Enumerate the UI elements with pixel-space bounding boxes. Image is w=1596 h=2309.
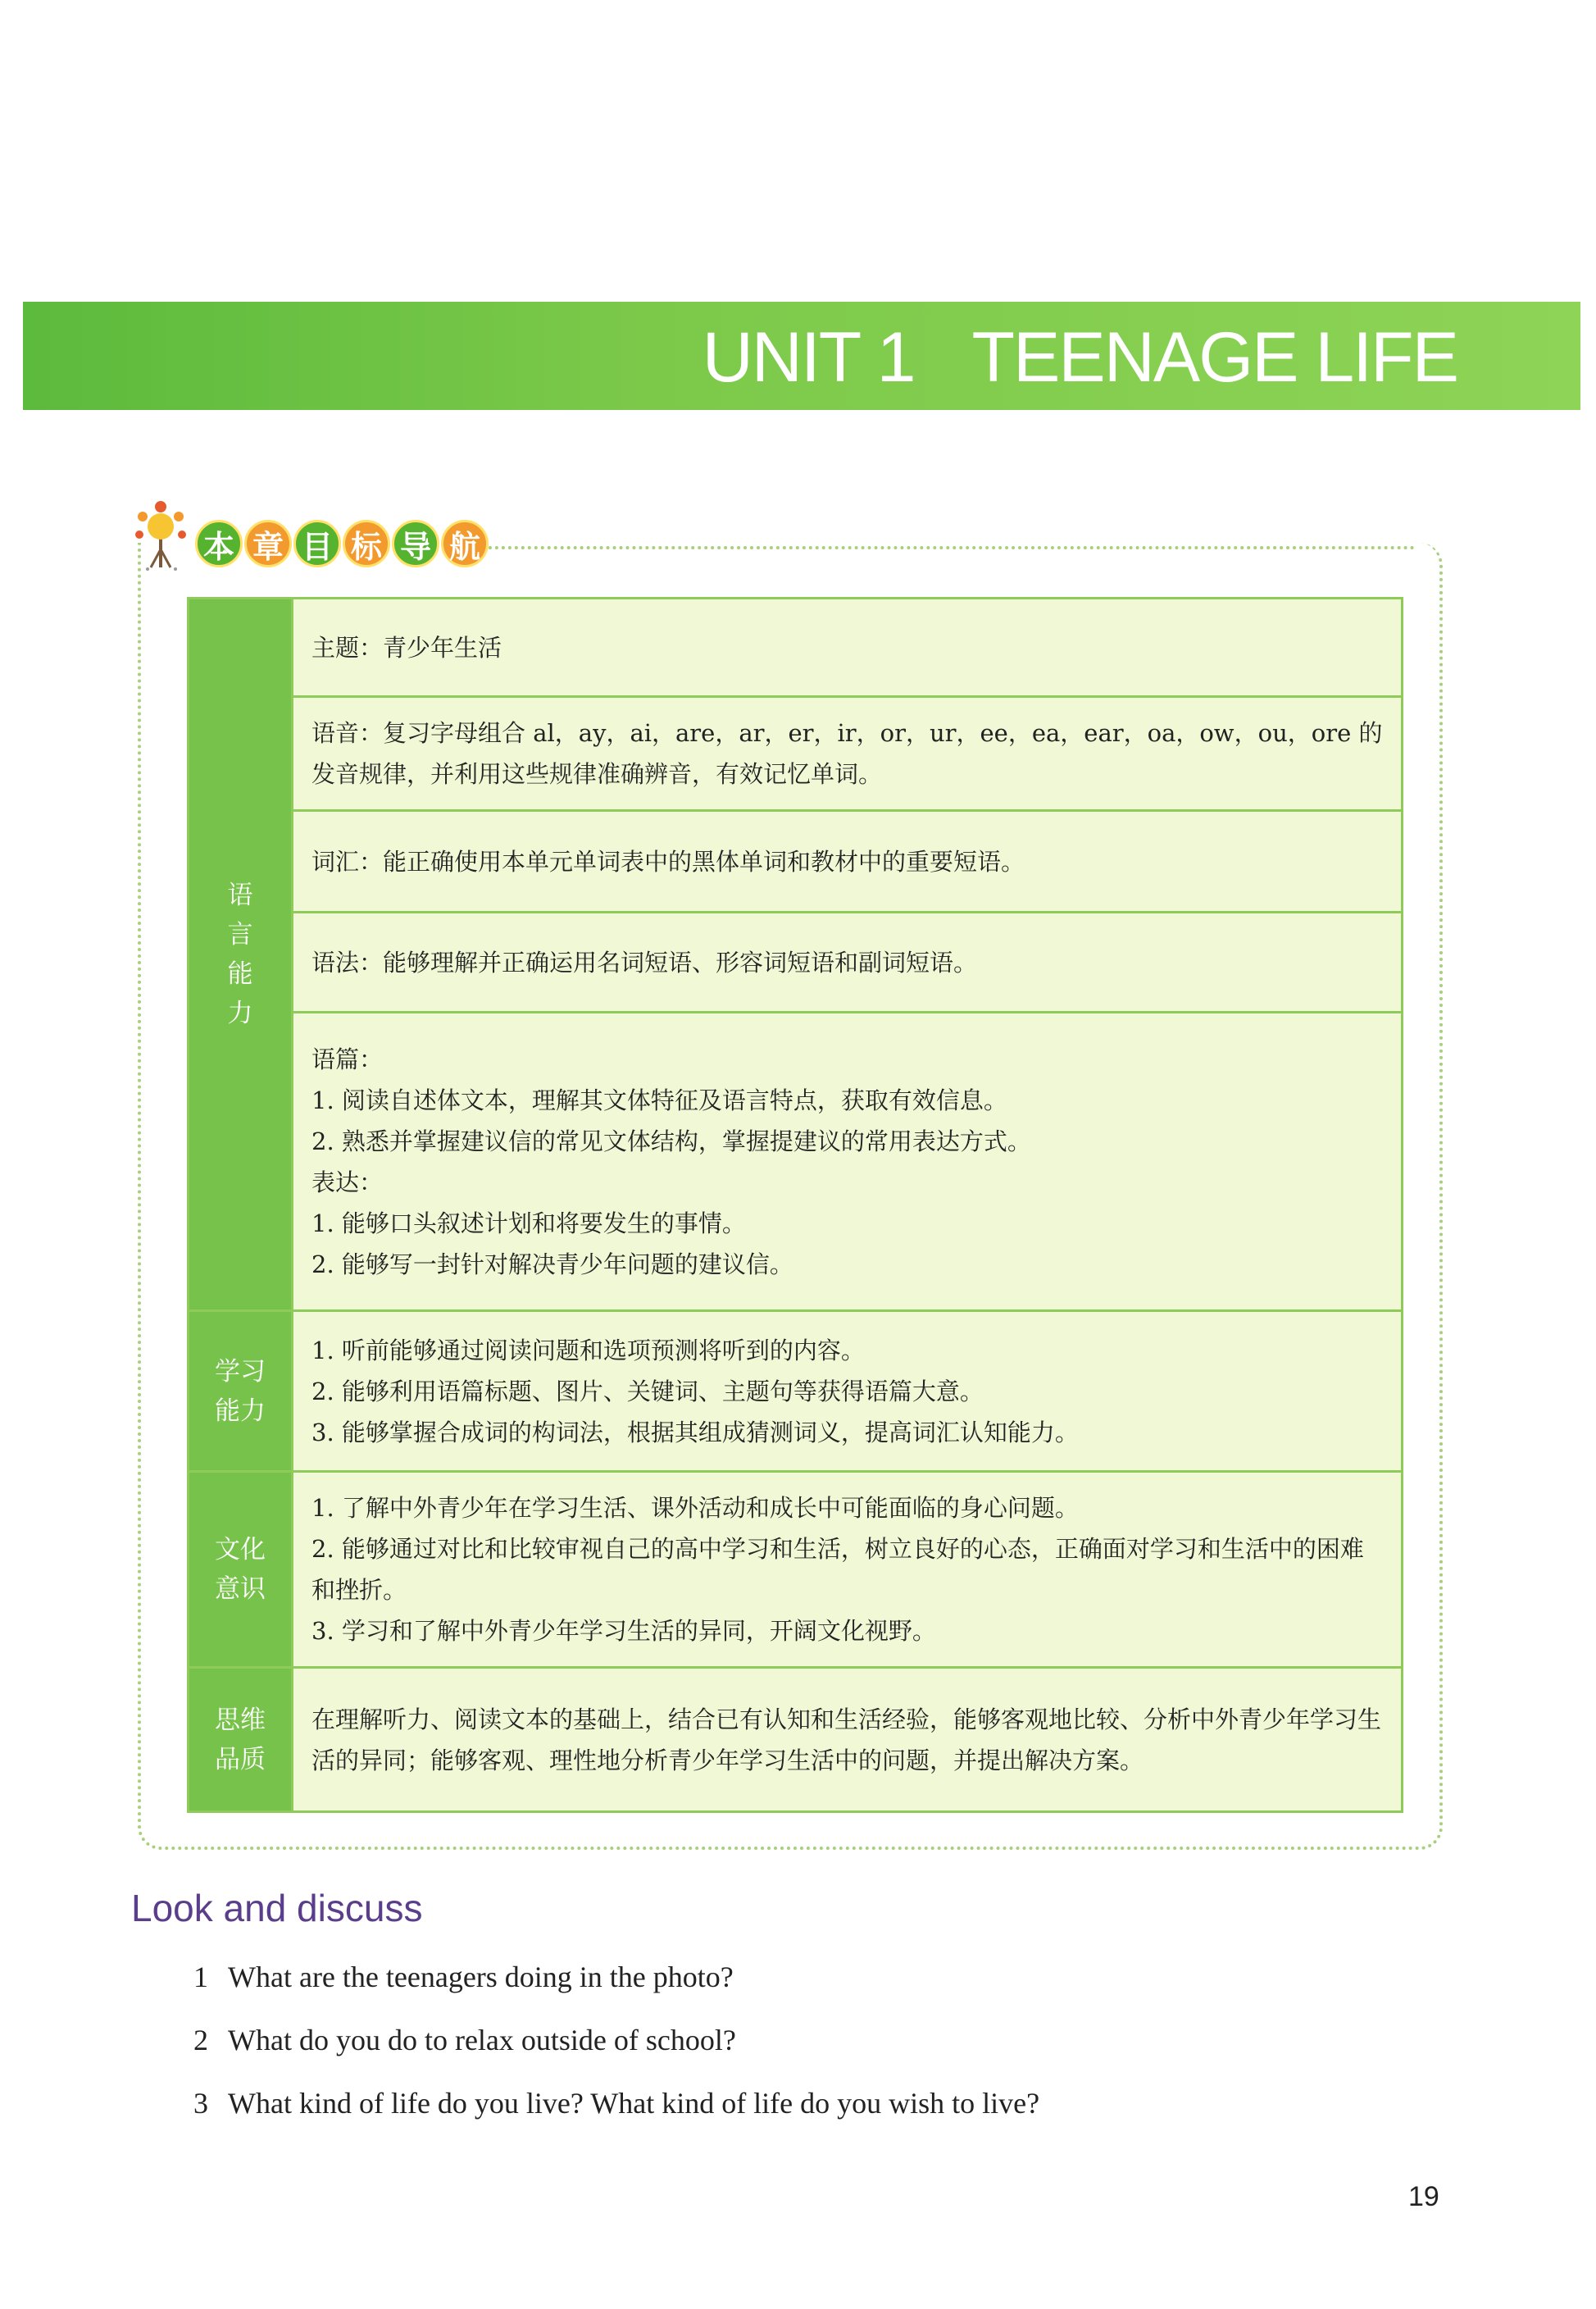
- heading-chip: 本: [195, 520, 243, 567]
- unit-title: [703, 317, 1457, 398]
- category-cultural-awareness: [189, 1472, 293, 1668]
- goals-table: [187, 597, 1403, 1813]
- culture-line: 1. 了解中外青少年在学习生活、课外活动和成长中可能面临的身心问题。: [311, 1494, 1079, 1522]
- goal-row-learning: [189, 1311, 1403, 1472]
- goals-frame-top: [475, 546, 1415, 549]
- goal-learning: [293, 1311, 1403, 1472]
- discourse-line: 1. 能够口头叙述计划和将要发生的事情。: [311, 1209, 746, 1237]
- tree-icon: [131, 499, 197, 572]
- discourse-line: 语篇：: [311, 1045, 384, 1073]
- category-thinking-quality: [189, 1668, 293, 1812]
- question-item: [193, 2076, 1039, 2139]
- culture-line: 2. 能够通过对比和比较审视自己的高中学习和生活，树立良好的心态，正确面对学习和生活中的困难和挫折。: [311, 1535, 1364, 1604]
- heading-chip: 目: [293, 520, 341, 567]
- question-number: 1: [193, 1961, 208, 1993]
- learning-line: 3. 能够掌握合成词的构词法，根据其组成猜测词义，提高词汇认知能力。: [311, 1418, 1079, 1446]
- page-number: 19: [1408, 2181, 1439, 2212]
- discourse-line: 2. 熟悉并掌握建议信的常见文体结构，掌握提建议的常用表达方式。: [311, 1127, 1031, 1155]
- discourse-line: 2. 能够写一封针对解决青少年问题的建议信。: [311, 1250, 793, 1278]
- question-number: 2: [193, 2024, 208, 2056]
- discourse-line: 1. 阅读自述体文本，理解其文体特征及语言特点，获取有效信息。: [311, 1086, 1007, 1114]
- unit-name: TEENAGE LIFE: [971, 318, 1457, 397]
- goal-row-vocab: [189, 811, 1403, 913]
- question-item: [193, 2013, 1039, 2076]
- heading-chip: 航: [441, 520, 489, 567]
- category-label: 思维 品质: [215, 1705, 266, 1774]
- heading-chip: 导: [392, 520, 439, 567]
- category-learning-ability: [189, 1311, 293, 1472]
- discourse-line: 表达：: [311, 1168, 384, 1196]
- goal-row-thinking: [189, 1668, 1403, 1812]
- category-language-ability: [189, 599, 293, 1311]
- goal-vocab: 词汇：能正确使用本单元单词表中的黑体单词和教材中的重要短语。: [293, 811, 1403, 913]
- goal-grammar: 语法：能够理解并正确运用名词短语、形容词短语和副词短语。: [293, 913, 1403, 1013]
- goal-row-discourse: [189, 1013, 1403, 1311]
- goal-row-grammar: [189, 913, 1403, 1013]
- unit-number: UNIT 1: [702, 318, 915, 397]
- chapter-goals-heading: [131, 492, 492, 574]
- heading-chip: 标: [343, 520, 390, 567]
- goal-row-phonics: [189, 697, 1403, 811]
- learning-line: 2. 能够利用语篇标题、图片、关键词、主题句等获得语篇大意。: [311, 1377, 984, 1405]
- goal-row-culture: [189, 1472, 1403, 1668]
- heading-chip: 章: [244, 520, 292, 567]
- goal-thinking: 在理解听力、阅读文本的基础上，结合已有认知和生活经验，能够客观地比较、分析中外青少年学习生活的异同；能够客观、理性地分析青少年学习生活中的问题，并提出解决方案。: [293, 1668, 1403, 1812]
- goal-row-theme: [189, 599, 1403, 697]
- look-and-discuss-title: Look and discuss: [131, 1887, 423, 1929]
- unit-banner: [23, 302, 1580, 410]
- goal-theme: 主题：青少年生活: [293, 599, 1403, 697]
- category-label: 文化 意识: [215, 1535, 266, 1604]
- goal-phonics: 语音：复习字母组合 al，ay，ai，are，ar，er，ir，or，ur，ee，ea，ear，oa，ow，ou，ore 的发音规律，并利用这些规律准确辨音，有效记忆单词。: [293, 697, 1403, 811]
- question-text: What kind of life do you live? What kind of life do you wish to live?: [228, 2087, 1040, 2120]
- question-item: [193, 1950, 1039, 2013]
- culture-line: 3. 学习和了解中外青少年学习生活的异同，开阔文化视野。: [311, 1617, 936, 1645]
- question-list: [193, 1950, 1039, 2139]
- question-number: 3: [193, 2087, 208, 2120]
- category-label: 学习 能力: [215, 1356, 266, 1426]
- goal-discourse: [293, 1013, 1403, 1311]
- question-text: What do you do to relax outside of school?: [228, 2024, 736, 2056]
- learning-line: 1. 听前能够通过阅读问题和选项预测将听到的内容。: [311, 1336, 865, 1364]
- question-text: What are the teenagers doing in the photo?: [228, 1961, 734, 1993]
- category-label: 语 言 能 力: [227, 881, 253, 1028]
- goal-culture: [293, 1472, 1403, 1668]
